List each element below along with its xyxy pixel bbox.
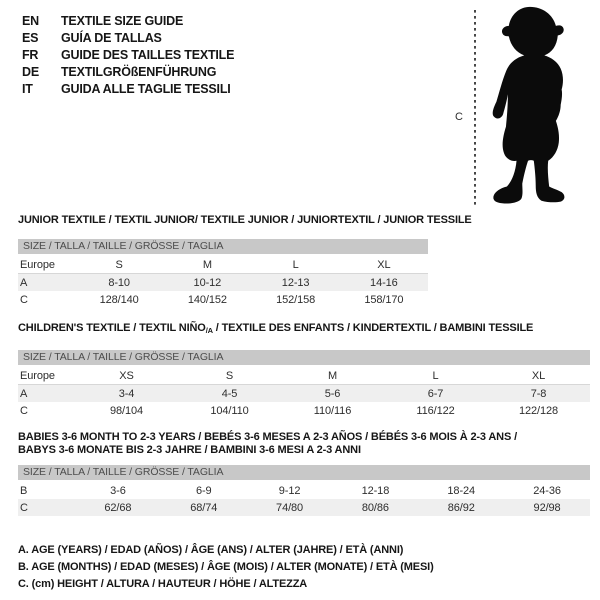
- language-row: [22, 63, 234, 80]
- table-cell: 152/158: [276, 293, 316, 306]
- section-title: [18, 322, 590, 337]
- table-cell: 5-6: [324, 387, 341, 400]
- table-cell: 158/170: [364, 293, 404, 306]
- table-cell: 86/92: [447, 501, 475, 514]
- language-code: ES: [22, 30, 39, 45]
- table-cell: 74/80: [276, 501, 304, 514]
- size-table-junior: [18, 256, 428, 308]
- row-label: B: [20, 484, 28, 497]
- table-row: [18, 367, 590, 385]
- table-cell: 3-4: [118, 387, 135, 400]
- table-cell: 110/116: [313, 404, 352, 417]
- table-cell: 24-36: [533, 484, 561, 497]
- table-cell: 98/104: [109, 404, 144, 417]
- guide-title: TEXTILGRÖßENFÜHRUNG: [61, 64, 217, 79]
- title-line: BABYS 3-6 MONATE BIS 2-3 JAHRE / BAMBINI 3-6 MESI A 2-3 ANNI: [18, 443, 361, 456]
- size-table-children: [18, 367, 590, 419]
- height-label: C: [455, 111, 463, 123]
- table-row: [18, 499, 590, 516]
- title-text: / TEXTILE DES ENFANTS / KINDERTEXTIL / BAMBINI TESSILE: [212, 322, 534, 334]
- table-cell: 12-13: [281, 276, 310, 289]
- row-label: A: [20, 387, 28, 400]
- table-cell: 10-12: [193, 276, 222, 289]
- language-row: [22, 46, 234, 63]
- size-table-babies: [18, 482, 590, 516]
- table-cell: 122/128: [518, 404, 559, 417]
- table-cell: L: [252, 256, 340, 274]
- guide-title: GUIDA ALLE TAGLIE TESSILI: [61, 81, 231, 96]
- section-title: JUNIOR TEXTILE / TEXTIL JUNIOR/ TEXTILE JUNIOR / JUNIORTEXTIL / JUNIOR TESSILE: [18, 214, 472, 226]
- table-cell: 80/86: [361, 501, 389, 514]
- note-age-months: B. AGE (MONTHS) / EDAD (MESES) / ÂGE (MOIS) / ALTER (MONATE) / ETÀ (MESI): [18, 561, 434, 573]
- table-cell: 9-12: [278, 484, 301, 497]
- table-row: [18, 402, 590, 419]
- table-cell: L: [384, 367, 487, 385]
- section-children: [18, 322, 590, 419]
- note-height: C. (cm) HEIGHT / ALTURA / HAUTEUR / HÖHE / ALTEZZA: [18, 578, 308, 590]
- table-cell: 104/110: [210, 404, 249, 417]
- table-cell: M: [163, 256, 251, 274]
- table-cell: S: [178, 367, 281, 385]
- guide-title: TEXTILE SIZE GUIDE: [61, 13, 184, 28]
- table-row: [18, 385, 590, 403]
- language-code: EN: [22, 13, 39, 28]
- language-code: IT: [22, 81, 33, 96]
- size-header-bar: SIZE / TALLA / TAILLE / GRÖSSE / TAGLIA: [18, 465, 590, 480]
- row-label: Europe: [18, 256, 75, 274]
- row-label: C: [20, 501, 28, 514]
- table-cell: 92/98: [533, 501, 561, 514]
- section-babies: [18, 431, 590, 516]
- table-cell: 12-18: [361, 484, 390, 497]
- table-cell: 128/140: [99, 293, 139, 306]
- table-row: [18, 291, 428, 308]
- table-cell: 68/74: [190, 501, 218, 514]
- language-row: [22, 12, 234, 29]
- baby-silhouette-icon: [493, 7, 565, 204]
- legend-notes: [18, 542, 590, 593]
- note-age-years: A. AGE (YEARS) / EDAD (AÑOS) / ÂGE (ANS) / ALTER (JAHRE) / ETÀ (ANNI): [18, 544, 404, 556]
- size-header-bar: SIZE / TALLA / TAILLE / GRÖSSE / TAGLIA: [18, 239, 428, 254]
- table-row: [18, 256, 428, 274]
- table-cell: 8-10: [108, 276, 130, 289]
- row-label: C: [20, 404, 28, 417]
- table-cell: 7-8: [530, 387, 547, 400]
- table-cell: 18-24: [447, 484, 476, 497]
- table-cell: 116/122: [416, 404, 455, 417]
- language-row: [22, 80, 234, 97]
- baby-figure: [450, 4, 600, 216]
- title-subscript: /A: [205, 326, 213, 335]
- language-code: DE: [22, 64, 39, 79]
- row-label: C: [20, 293, 28, 306]
- language-row: [22, 29, 234, 46]
- table-cell: XS: [75, 367, 178, 385]
- title-line: BABIES 3-6 MONTH TO 2-3 YEARS / BEBÉS 3-6 MESES A 2-3 AÑOS / BÉBÉS 3-6 MOIS À 2-3 ANS /: [18, 431, 517, 443]
- size-guide-content: [18, 206, 590, 593]
- language-code: FR: [22, 47, 39, 62]
- table-cell: 4-5: [221, 387, 238, 400]
- table-cell: 14-16: [370, 276, 398, 289]
- size-header-bar: SIZE / TALLA / TAILLE / GRÖSSE / TAGLIA: [18, 350, 590, 365]
- table-cell: XL: [340, 256, 428, 274]
- table-cell: M: [281, 367, 384, 385]
- section-title: [18, 431, 590, 456]
- title-text: CHILDREN'S TEXTILE / TEXTIL NIÑO: [18, 322, 206, 334]
- table-cell: XL: [487, 367, 590, 385]
- table-cell: 140/152: [187, 293, 227, 306]
- table-row: [18, 482, 590, 499]
- guide-title: GUIDE DES TAILLES TEXTILE: [61, 47, 235, 62]
- table-row: [18, 274, 428, 292]
- section-junior: [18, 214, 472, 308]
- language-title-list: [22, 12, 234, 97]
- table-cell: S: [75, 256, 163, 274]
- table-cell: 6-9: [195, 484, 212, 497]
- table-cell: 3-6: [110, 484, 126, 497]
- row-label: A: [20, 276, 28, 289]
- guide-title: GUÍA DE TALLAS: [61, 30, 162, 45]
- table-cell: 6-7: [427, 387, 444, 400]
- row-label: Europe: [18, 367, 75, 385]
- table-cell: 62/68: [104, 501, 132, 514]
